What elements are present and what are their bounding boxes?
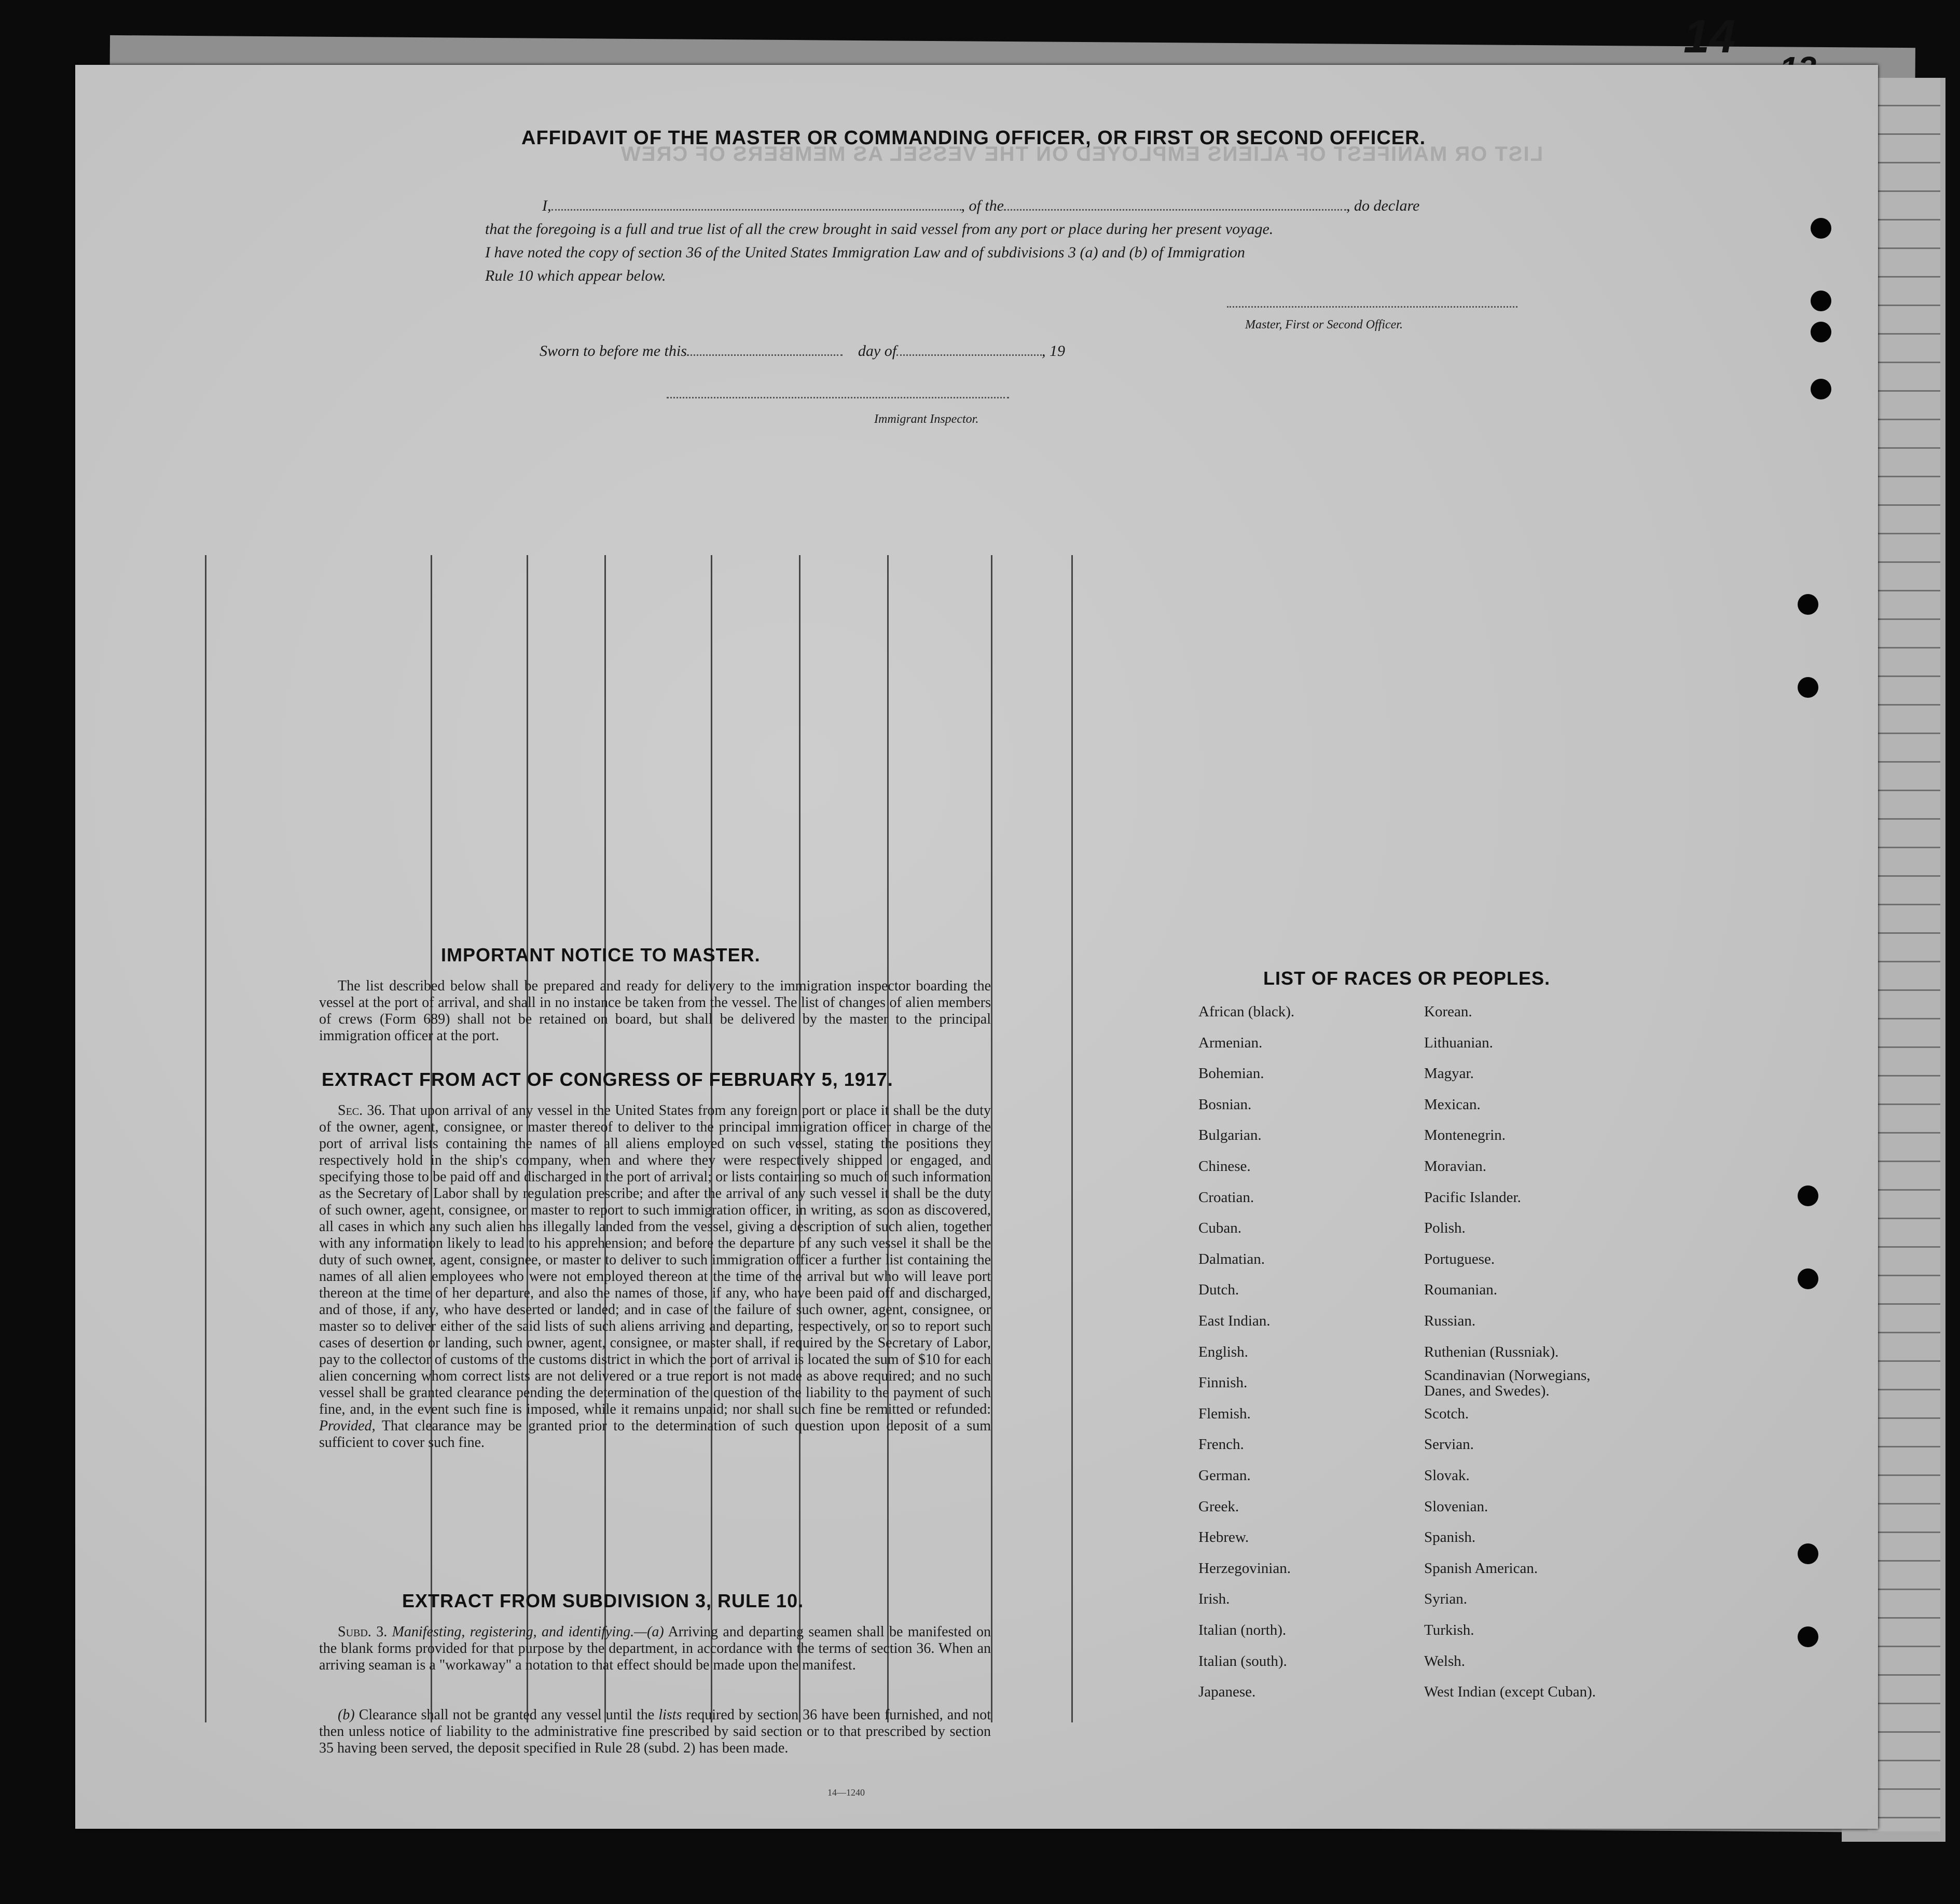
inspector-label: Immigrant Inspector. [874,412,979,426]
notice-text [319,978,991,1044]
race-item: Welsh. [1424,1652,1466,1670]
affidavit-line1-end: , do declare [1346,197,1420,214]
race-item: Slovak. [1424,1467,1470,1484]
punch-hole [1811,379,1831,399]
race-item: Lithuanian. [1424,1034,1493,1051]
rule-label-b: (b) [338,1707,355,1723]
race-item: Moravian. [1424,1158,1486,1175]
race-item: Armenian. [1198,1034,1263,1051]
form-number: 14—1240 [827,1787,865,1798]
race-item: Japanese. [1198,1684,1256,1701]
rule-extract-text-a [319,1624,991,1674]
subd-heading: Manifesting, registering, and identifying.—(a) [392,1624,664,1640]
race-item: Hebrew. [1198,1529,1249,1546]
race-item: Spanish American. [1424,1560,1538,1577]
sec-label: Sec. 36. [338,1102,385,1119]
rule-extract-text-b [319,1707,991,1757]
affidavit-line4: Rule 10 which appear below. [485,267,666,284]
race-item: Dutch. [1198,1281,1239,1299]
document-page [75,65,1878,1829]
race-item: Italian (south). [1198,1652,1287,1670]
race-item: Italian (north). [1198,1622,1287,1638]
race-item: East Indian. [1198,1313,1271,1329]
race-item: Chinese. [1198,1158,1251,1175]
rule-text-b-1: Clearance shall not be granted any vessel until the [358,1707,655,1723]
race-item: Turkish. [1424,1622,1474,1638]
race-item: Spanish. [1424,1529,1476,1546]
race-item: Slovenian. [1424,1498,1488,1515]
sworn-mid: day of [858,342,897,360]
race-item: Bohemian. [1198,1065,1264,1082]
act-body: That upon arrival of any vessel in the United States from any foreign port or place it shall be the duty of the owner, agent, consignee, or master thereof to deliver to the principal immigration officer in charge of the port of arrival lists containing the names of all aliens employed on such vessel, stating the positions they respectively hold in the ship's company, when and where they were respectively shipped or engaged, and specifying those to be paid off and discharged in the port of arrival; or lists containing so much of such information as the Secretary of Labor shall by regulation prescribe; and after the arrival of any such vessel it shall be the duty of such owner, agent, consignee, or master to report to such immigration officer, in writing, as soon as discovered, all cases in which any such alien has illegally landed from the vessel, giving a description of such alien, together with any information likely to lead to his apprehension; and before the departure of any such vessel it shall be the duty of such owner, agent, consignee, or master to deliver to such immigration officer a further list containing the names of all alien employees who were not employed thereon at the time of the arrival but who will leave port thereon at the time of her departure, and also the names of those, if any, who have been paid off and discharged, and of those, if any, who have deserted or landed; and in case of the failure of such owner, agent, consignee, or master so to deliver either of the said lists of such aliens arriving and departing, respectively, or so to report such cases of desertion or landing, such owner, agent, consignee, or master shall, if required by the Secretary of Labor, pay to the collector of customs of the customs district in which the port of arrival is located the sum of $10 for each alien concerning whom correct lists are not delivered or a true report is not made as above required; and no such vessel shall be granted clearance pending the determination of the question of the liability to the payment of such fine, and, in the event such fine is imposed, while it remains unpaid; nor shall such fine be remitted or refunded: [319,1102,991,1417]
subd-label: Subd. 3. [338,1624,388,1640]
sworn-line [540,342,1065,360]
race-item: Pacific Islander. [1424,1189,1521,1206]
master-signature-line[interactable] [1227,306,1517,308]
affidavit-line3: I have noted the copy of section 36 of the United States Immigration Law and of subdivisions 3 (a) and (b) of Immigration [485,244,1245,261]
race-item: West Indian (except Cuban). [1424,1684,1596,1701]
race-item: Cuban. [1198,1220,1241,1237]
race-item: Korean. [1424,1003,1472,1020]
race-item: Roumanian. [1424,1281,1497,1299]
race-item: Portuguese. [1424,1250,1495,1267]
race-item: French. [1198,1436,1244,1453]
race-item: Irish. [1198,1591,1230,1608]
ledger-edge [1868,78,1940,1831]
affidavit-title: AFFIDAVIT OF THE MASTER OR COMMANDING OFFICER, OR FIRST OR SECOND OFFICER. [521,127,1426,149]
bleed-through-title: LIST OR MANIFEST OF ALIENS EMPLOYED ON THE VESSEL AS MEMBERS OF CREW [620,143,1543,165]
master-signature-label: Master, First or Second Officer. [1245,318,1403,332]
race-item: Syrian. [1424,1591,1467,1608]
rule-text-b-2: required by section 36 have been furnished, and not then unless notice of liability to the administrative fine prescribed by said section or to that prescribed by section 35 having been served, the deposit specified in Rule 28 (subd. 2) has been made. [319,1707,991,1756]
affidavit-line1-mid: , of the [961,197,1004,214]
race-item: Bulgarian. [1198,1127,1262,1144]
punch-hole [1798,1543,1818,1564]
race-item: Scandinavian (Norwegians, Danes, and Swedes). [1424,1367,1591,1400]
race-item: African (black). [1198,1003,1295,1020]
page-number-primary: 14 [1683,11,1736,63]
column-rule-8 [991,555,992,1722]
sworn-start: Sworn to before me this [540,342,687,360]
column-rule-9 [1071,555,1073,1722]
race-item: Finnish. [1198,1374,1248,1391]
affidavit-line1 [542,197,1419,215]
punch-hole [1798,1268,1818,1289]
inspector-signature-line[interactable] [667,397,1009,398]
race-item: Croatian. [1198,1189,1254,1206]
notice-body: The list described below shall be prepared and ready for delivery to the immigration inspector boarding the vessel at the port of arrival, and shall in no instance be taken from the vessel. The list of changes of alien members of crews (Form 689) shall not be retained on board, but shall be delivered by the master to the principal immigration officer at the port. [319,978,991,1044]
punch-hole [1811,322,1831,342]
column-rule-1 [205,555,206,1722]
race-item: German. [1198,1467,1251,1484]
race-item: Servian. [1424,1436,1474,1453]
race-item: Dalmatian. [1198,1250,1265,1267]
notice-title: IMPORTANT NOTICE TO MASTER. [441,944,761,965]
sworn-month-blank[interactable] [896,343,1042,356]
punch-hole [1811,291,1831,311]
punch-hole [1811,218,1831,239]
affidavit-line2: that the foregoing is a full and true list of all the crew brought in said vessel from any port or place during her present voyage. [485,220,1274,238]
race-item: Magyar. [1424,1065,1474,1082]
race-item: Montenegrin. [1424,1127,1506,1144]
race-item: Flemish. [1198,1405,1251,1422]
vessel-blank[interactable] [1004,198,1346,211]
race-item: Greek. [1198,1498,1239,1515]
race-item: Ruthenian (Russniak). [1424,1343,1559,1360]
race-item: Bosnian. [1198,1096,1252,1113]
punch-hole [1798,1626,1818,1647]
race-item: Polish. [1424,1220,1466,1237]
act-extract-title: EXTRACT FROM ACT OF CONGRESS OF FEBRUARY 5, 1917. [322,1069,893,1090]
act-body-end: That clearance may be granted prior to the determination of such question upon deposit of a sum sufficient to cover such fine. [319,1418,991,1451]
race-item: English. [1198,1343,1248,1360]
races-title: LIST OF RACES OR PEOPLES. [1263,968,1551,989]
rule-extract-title: EXTRACT FROM SUBDIVISION 3, RULE 10. [402,1590,804,1611]
race-item: Russian. [1424,1313,1476,1329]
affidavit-line1-start: I, [542,197,551,214]
race-item: Scotch. [1424,1405,1469,1422]
provided-word: Provided, [319,1418,376,1434]
name-blank[interactable] [551,198,961,211]
race-item: Mexican. [1424,1096,1481,1113]
punch-hole [1798,594,1818,615]
race-item: Herzegovinian. [1198,1560,1291,1577]
sworn-end: , 19 [1042,342,1066,360]
sworn-day-blank[interactable] [687,343,843,356]
act-extract-text [319,1102,991,1451]
punch-hole [1798,1185,1818,1206]
punch-hole [1798,677,1818,698]
rule-text-a: Arriving and departing seamen shall be manifested on the blank forms provided for that purpose by the department, in accordance with the terms of section 36. When an arriving seaman is a "workaway" a notation to that effect should be made upon the manifest. [319,1624,991,1673]
rule-text-b-lists: lists [658,1707,682,1723]
